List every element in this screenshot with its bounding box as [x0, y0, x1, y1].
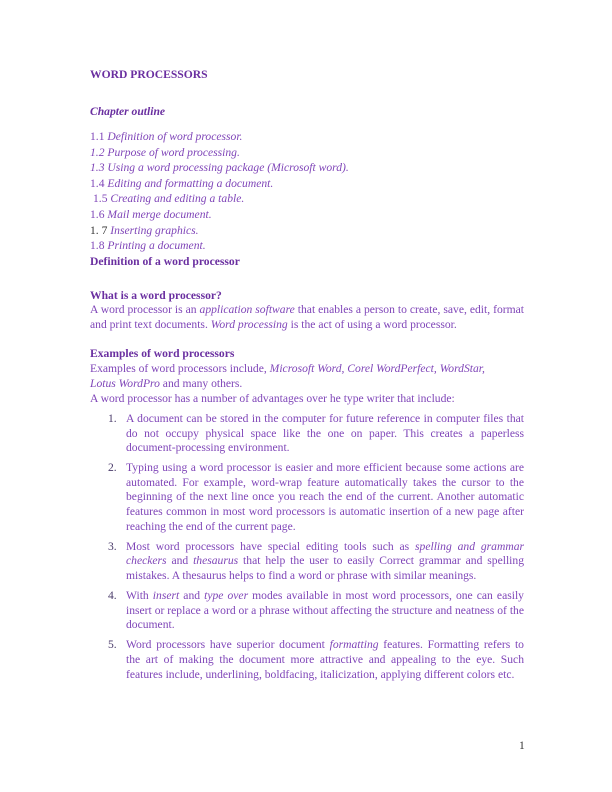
- outline-item: 1.2 Purpose of word processing.: [90, 145, 240, 159]
- examples-heading: Examples of word processors: [90, 347, 235, 360]
- document-title: WORD PROCESSORS: [90, 68, 208, 81]
- advantages-intro: A word processor has a number of advantages over he type writer that include:: [90, 392, 455, 405]
- list-item: 4. With insert and type over modes available in most word processors, one can easily insert or replace a word or a phrase without affecting the structure and neatness of the document.: [108, 589, 524, 632]
- chapter-outline: [90, 129, 524, 254]
- list-item: 5. Word processors have superior document formatting features. Formatting refers to the art of making the document more attractive and appealing to the eye. Such features include, underlining, boldfacing, italicization, applying different colors etc.: [108, 638, 524, 681]
- list-item: 2. Typing using a word processor is easier and more efficient because some actions are automated. For example, word-wrap feature automatically takes the cursor to the beginning of the next line once you reach the end of the current. Another automatic features common in most word processors is automatic insertion of a new page after reaching the end of the current page.: [108, 461, 524, 533]
- outline-item: 1.3 Using a word processing package (Microsoft word).: [90, 161, 349, 175]
- examples-paragraph: Examples of word processors include, Microsoft Word, Corel WordPerfect, WordStar, Lotus WordPro and many others.: [90, 362, 485, 390]
- outline-item: 1.4 Editing and formatting a document.: [90, 176, 274, 190]
- list-item: 1. A document can be stored in the computer for future reference in computer files that do not occupy physical space like the one on paper. This creates a paperless document-processing environment.: [108, 412, 524, 455]
- outline-item: 1.5 Creating and editing a table.: [93, 192, 245, 206]
- outline-heading: Chapter outline: [90, 105, 166, 118]
- outline-item: 1.6 Mail merge document.: [90, 207, 212, 221]
- list-item: 3. Most word processors have special editing tools such as spelling and grammar checkers and thesaurus that help the user to easily Correct grammar and spelling mistakes. A thesaurus helps to find a word or phrase with similar meanings.: [108, 539, 525, 582]
- outline-item: 1.1 Definition of word processor.: [90, 130, 243, 143]
- advantages-list: [90, 412, 524, 688]
- outline-item: 1.8 Printing a document.: [90, 239, 206, 253]
- outline-item: 1. 7 Inserting graphics.: [90, 223, 199, 237]
- what-heading: What is a word processor?: [90, 289, 222, 302]
- what-paragraph: A word processor is an application software that enables a person to create, save, edit, format and print text documents. Word processing is the act of using a word processor.: [90, 303, 525, 331]
- page-number: 1: [519, 739, 525, 752]
- definition-heading: Definition of a word processor: [90, 255, 240, 268]
